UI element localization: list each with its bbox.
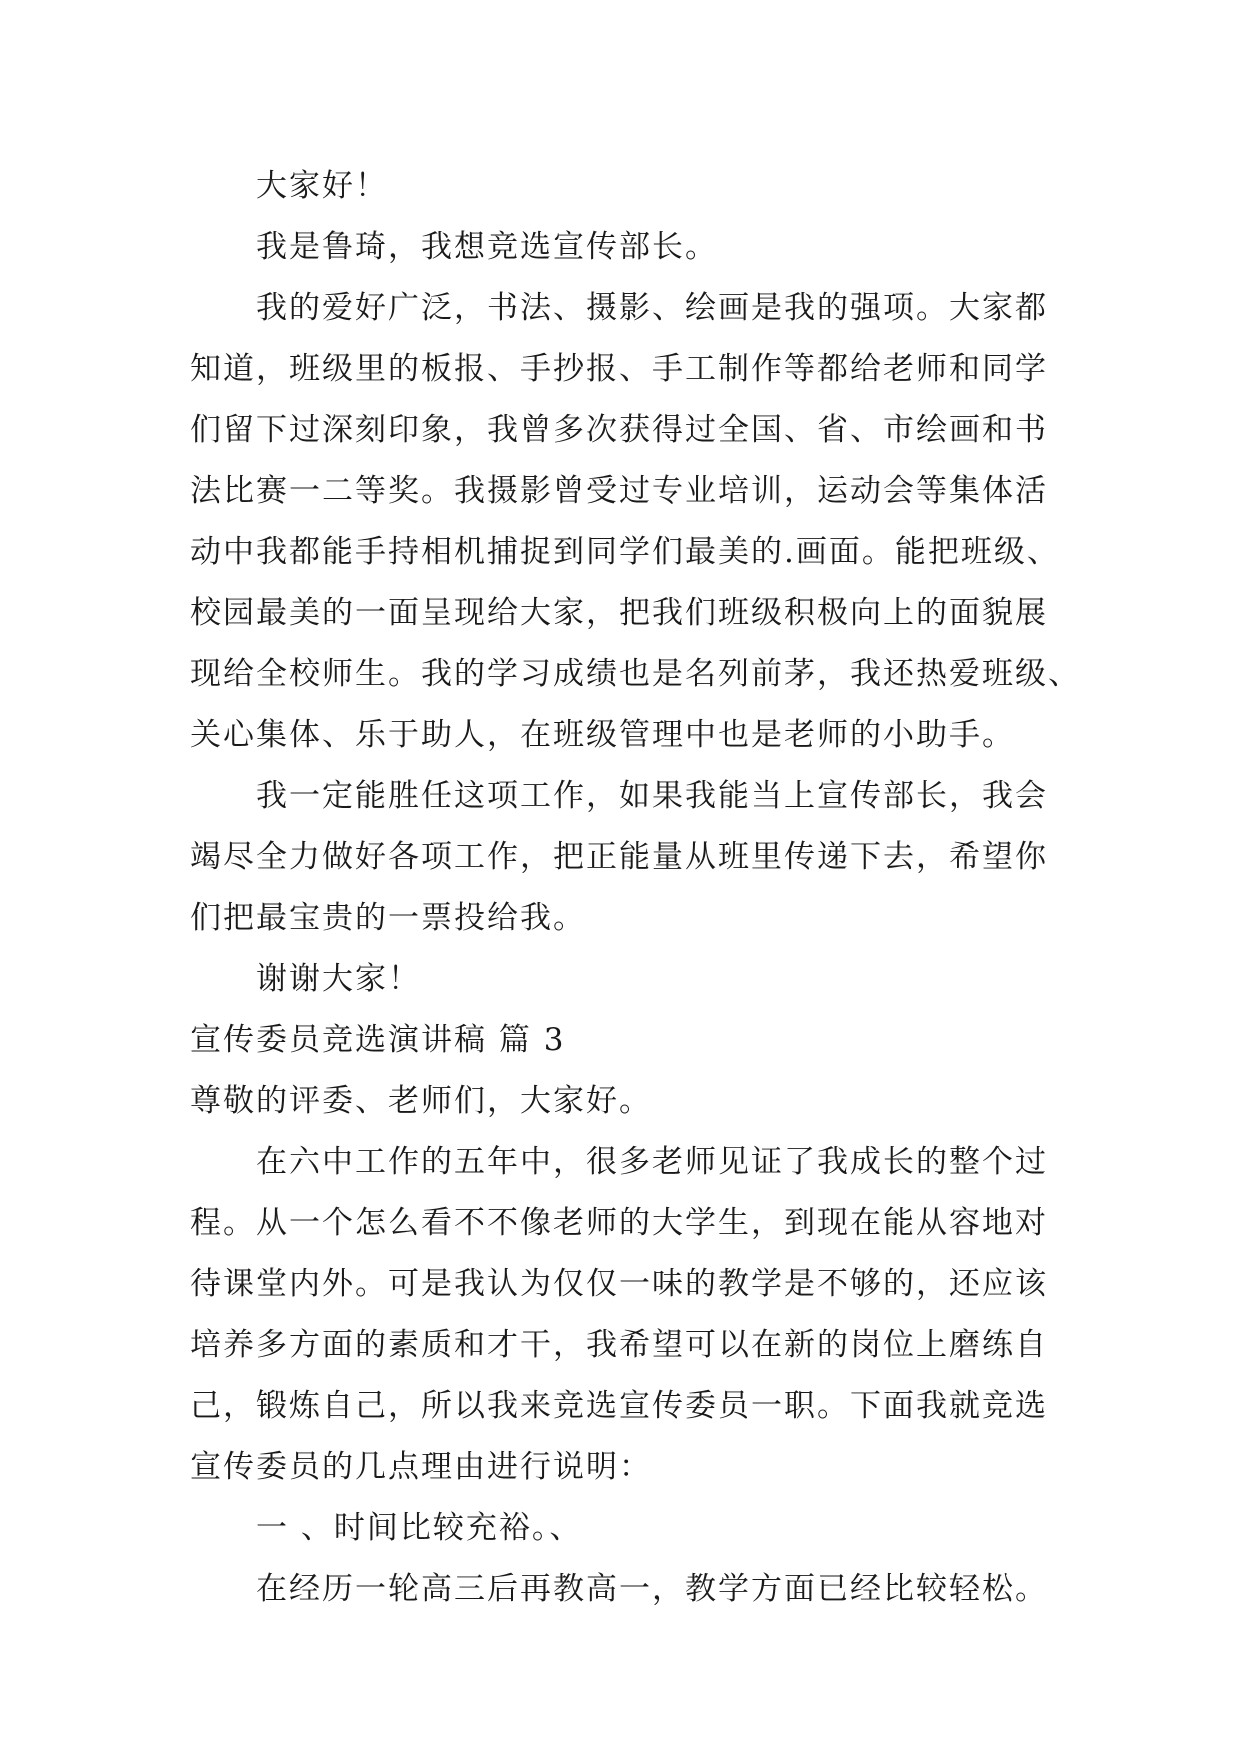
text-line: 待课堂内外。可是我认为仅仅一味的教学是不够的，还应该 — [190, 1266, 1048, 1302]
closing-line: 谢谢大家！ — [256, 961, 421, 997]
salutation-line: 尊敬的评委、老师们，大家好。 — [190, 1083, 652, 1119]
paragraph-start-line: 在经历一轮高三后再教高一，教学方面已经比较轻松。 — [256, 1571, 1048, 1607]
text-line: 关心集体、乐于助人，在班级管理中也是老师的小助手。 — [190, 717, 1015, 753]
text-line: 宣传委员的几点理由进行说明： — [190, 1449, 652, 1485]
list-item-heading: 一 、时间比较充裕。、 — [256, 1510, 583, 1546]
paragraph-start-line: 我一定能胜任这项工作，如果我能当上宣传部长，我会 — [256, 778, 1048, 814]
paragraph-start-line: 在六中工作的五年中，很多老师见证了我成长的整个过 — [256, 1144, 1048, 1180]
greeting-line: 大家好！ — [256, 168, 388, 204]
section-heading: 宣传委员竞选演讲稿 篇 3 — [190, 1022, 566, 1058]
document-body — [190, 156, 1090, 1620]
text-line: 法比赛一二等奖。我摄影曾受过专业培训，运动会等集体活 — [190, 473, 1048, 509]
text-line: 现给全校师生。我的学习成绩也是名列前茅，我还热爱班级、 — [190, 656, 1081, 692]
text-line: 知道，班级里的板报、手抄报、手工制作等都给老师和同学 — [190, 351, 1048, 387]
text-line: 培养多方面的素质和才干，我希望可以在新的岗位上磨练自 — [190, 1327, 1048, 1363]
text-line: 我是鲁琦，我想竞选宣传部长。 — [256, 229, 718, 265]
text-line: 己，锻炼自己，所以我来竞选宣传委员一职。下面我就竞选 — [190, 1388, 1048, 1424]
text-line: 动中我都能手持相机捕捉到同学们最美的.画面。能把班级、 — [190, 534, 1060, 570]
text-line: 们把最宝贵的一票投给我。 — [190, 900, 586, 936]
paragraph-start-line: 我的爱好广泛，书法、摄影、绘画是我的强项。大家都 — [256, 290, 1048, 326]
text-line: 校园最美的一面呈现给大家，把我们班级积极向上的面貌展 — [190, 595, 1048, 631]
text-line: 程。从一个怎么看不不像老师的大学生，到现在能从容地对 — [190, 1205, 1048, 1241]
text-line: 们留下过深刻印象，我曾多次获得过全国、省、市绘画和书 — [190, 412, 1048, 448]
text-line: 竭尽全力做好各项工作，把正能量从班里传递下去，希望你 — [190, 839, 1048, 875]
